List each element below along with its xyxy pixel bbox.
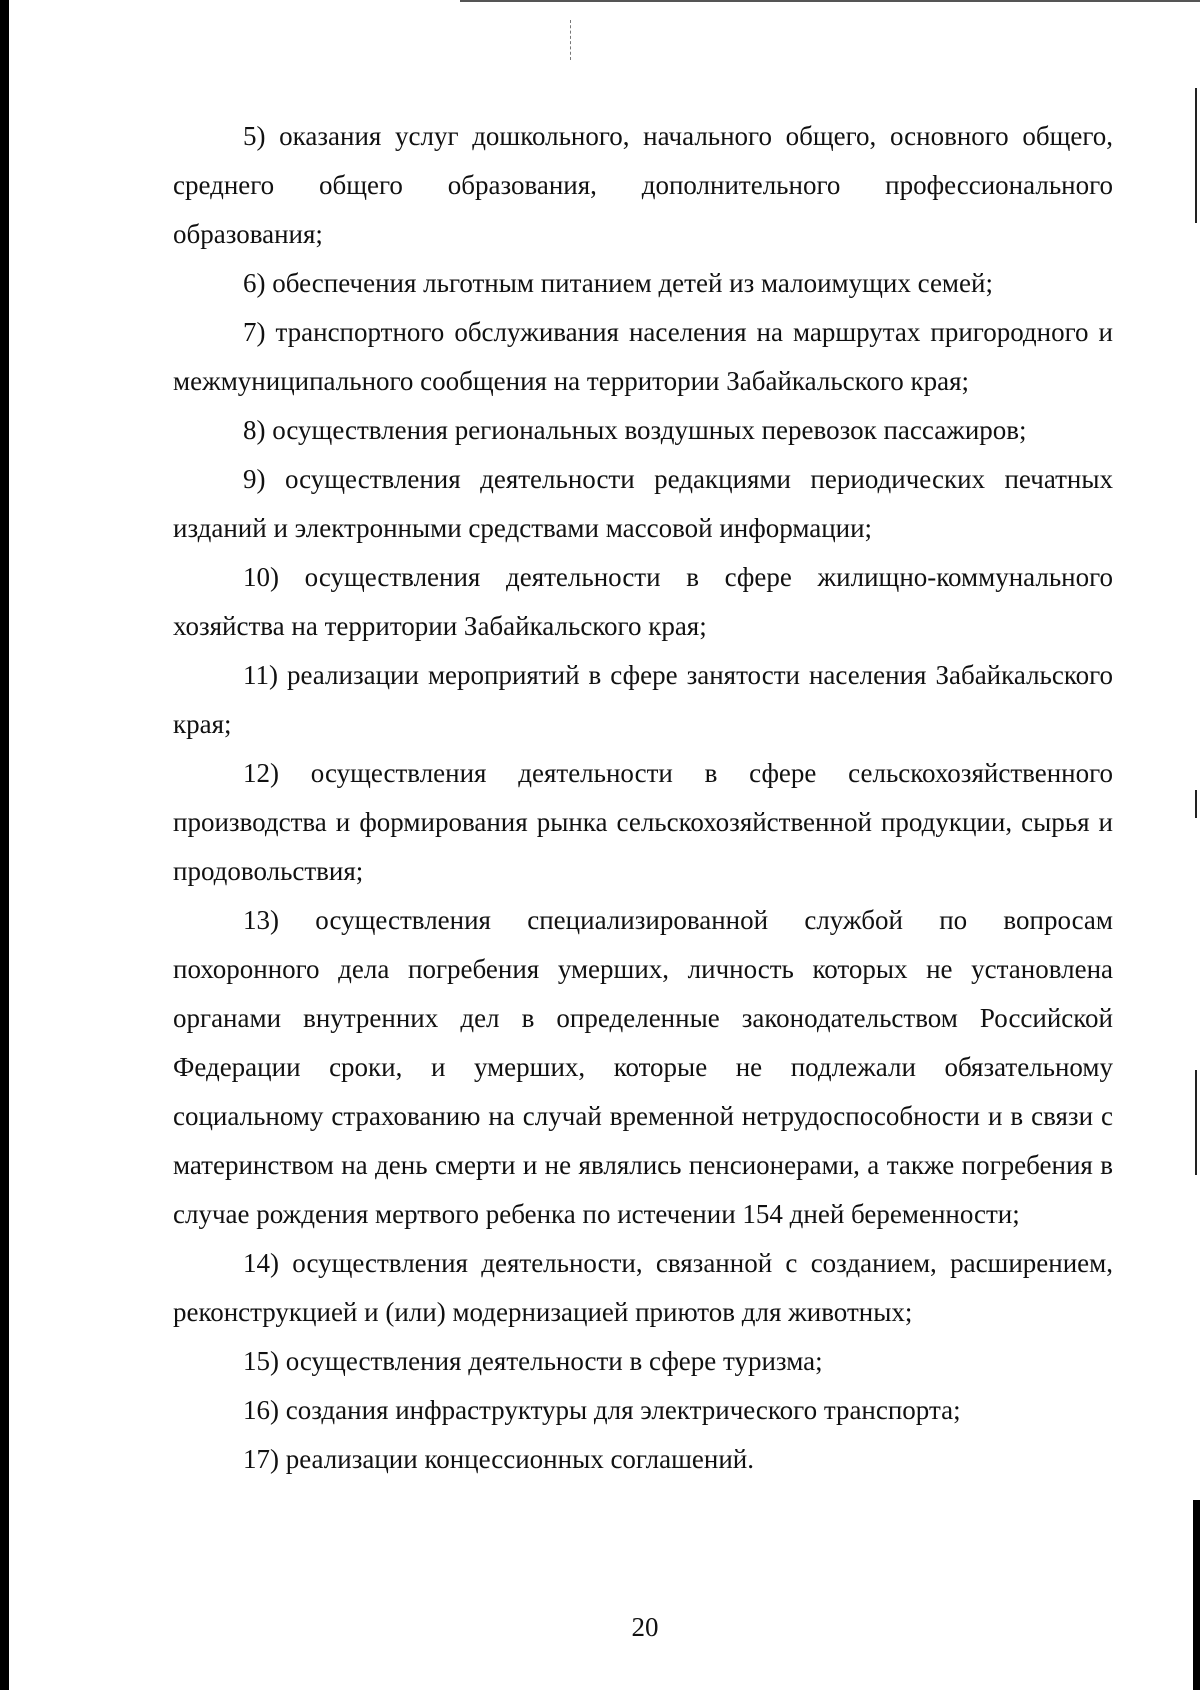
- list-item-14: 14) осуществления деятельности, связанной с созданием, расширением, реконструкцией и (или) модернизацией приютов для животных;: [173, 1248, 1113, 1327]
- scan-edge-mark: [1195, 790, 1197, 818]
- list-item-6: 6) обеспечения льготным питанием детей из малоимущих семей;: [243, 268, 993, 298]
- list-item-16: 16) создания инфраструктуры для электрического транспорта;: [243, 1395, 961, 1425]
- page-number: 20: [631, 1612, 659, 1642]
- list-item-5: 5) оказания услуг дошкольного, начального общего, основного общего, среднего общего образования, дополнительного профессионального образования;: [173, 121, 1113, 249]
- scan-fold-mark: [570, 20, 572, 60]
- list-item-8: 8) осуществления региональных воздушных перевозок пассажиров;: [243, 415, 1027, 445]
- list-item-7: 7) транспортного обслуживания населения на маршрутах пригородного и межмуниципального сообщения на территории Забайкальского края;: [173, 317, 1113, 396]
- list-item-17: 17) реализации концессионных соглашений.: [243, 1444, 754, 1474]
- document-body: [173, 112, 1113, 1484]
- list-item-12: 12) осуществления деятельности в сфере сельскохозяйственного производства и формирования рынка сельскохозяйственной продукции, сырья и продовольствия;: [173, 758, 1113, 886]
- list-item-13: 13) осуществления специализированной службой по вопросам похоронного дела погребения умерших, личность которых не установлена органами внутренних дел в определенные законодательством Российской Федерации сроки, и умерших, которые не подлежали обязательному социальному страхованию на случай временной нетрудоспособности и в связи с материнством на день смерти и не являлись пенсионерами, а также погребения в случае рождения мертвого ребенка по истечении 154 дней беременности;: [173, 905, 1113, 1229]
- list-item-9: 9) осуществления деятельности редакциями периодических печатных изданий и электронными средствами массовой информации;: [173, 464, 1113, 543]
- scan-border-top: [460, 0, 1200, 2]
- list-item-10: 10) осуществления деятельности в сфере жилищно-коммунального хозяйства на территории Забайкальского края;: [173, 562, 1113, 641]
- scan-edge-mark: [1195, 88, 1197, 223]
- scan-edge-mark: [1195, 1070, 1197, 1175]
- list-item-11: 11) реализации мероприятий в сфере занятости населения Забайкальского края;: [173, 660, 1113, 739]
- list-item-15: 15) осуществления деятельности в сфере туризма;: [243, 1346, 823, 1376]
- scan-border-left: [0, 0, 9, 1690]
- scan-edge-mark: [1193, 1500, 1200, 1690]
